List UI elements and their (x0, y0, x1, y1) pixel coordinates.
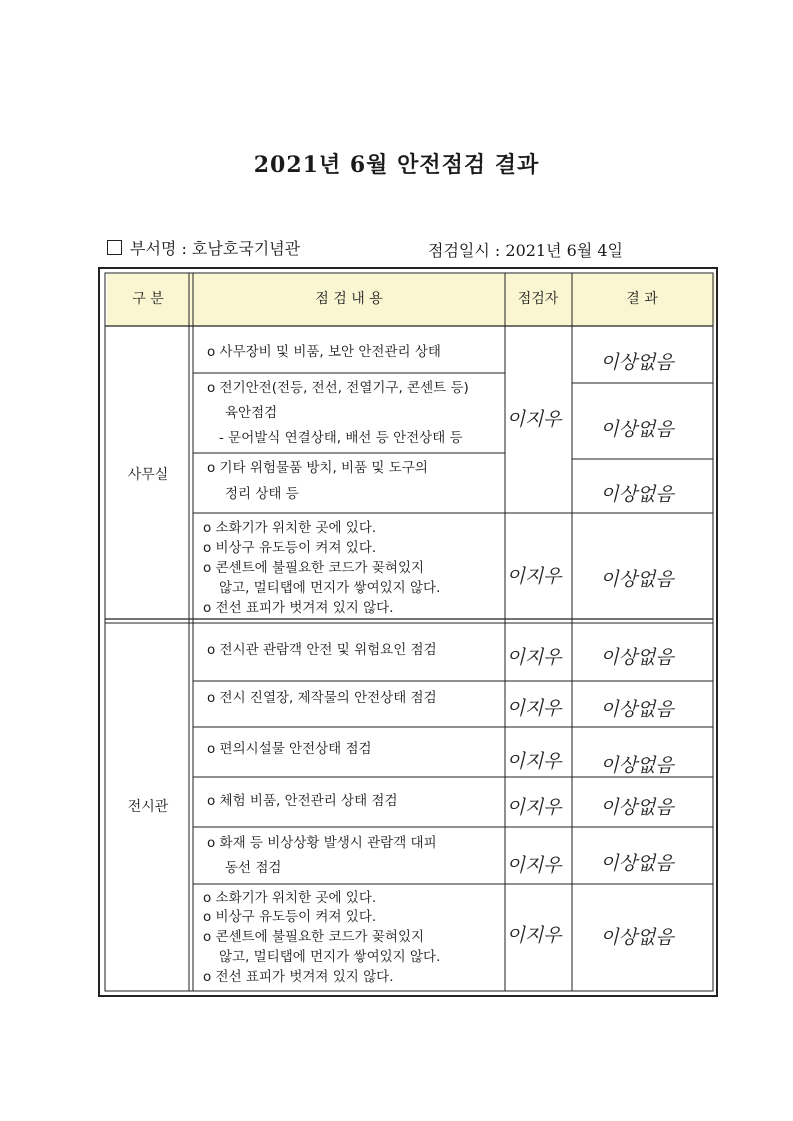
item-text: o 편의시설물 안전상태 점검 (207, 741, 372, 757)
item-text: o 전선 표피가 벗겨져 있지 않다. (203, 600, 394, 616)
item-text: o 소화기가 위치한 곳에 있다. (203, 890, 377, 906)
item-text: 동선 점검 (225, 860, 282, 876)
group-label-office: 사무실 (127, 467, 169, 483)
inspector-signature: 이지우 (506, 646, 562, 669)
inspector-signature: 이지우 (506, 796, 562, 819)
result-handwritten: 이상없음 (600, 852, 674, 875)
inspector-signature: 이지우 (506, 924, 562, 947)
result-handwritten: 이상없음 (600, 754, 674, 777)
item-text: o 비상구 유도등이 켜져 있다. (203, 540, 377, 556)
item-text: o 콘센트에 불필요한 코드가 꽂혀있지 (203, 929, 425, 945)
header-inspector: 점검자 (517, 291, 559, 307)
item-text: o 전시관 관람객 안전 및 위험요인 점검 (207, 642, 437, 658)
header-content: 점 검 내 용 (315, 291, 383, 307)
item-text: o 전선 표피가 벗겨져 있지 않다. (203, 969, 394, 985)
inspector-signature: 이지우 (506, 565, 562, 588)
header-row-bg (107, 274, 715, 326)
group-label-exhibition: 전시관 (127, 799, 169, 815)
inspector-signature: 이지우 (506, 408, 562, 431)
item-text: o 전시 진열장, 제작물의 안전상태 점검 (207, 690, 437, 706)
item-text: o 사무장비 및 비품, 보안 안전관리 상태 (207, 344, 441, 360)
result-handwritten: 이상없음 (600, 483, 674, 506)
inspector-signature: 이지우 (506, 854, 562, 877)
item-text: 육안점검 (225, 405, 278, 421)
result-handwritten: 이상없음 (600, 568, 674, 591)
item-text: 않고, 멀티탭에 먼지가 쌓여있지 않다. (219, 580, 441, 596)
result-handwritten: 이상없음 (600, 351, 674, 374)
header-category: 구 분 (132, 291, 164, 307)
inspector-signature: 이지우 (506, 697, 562, 720)
result-handwritten: 이상없음 (600, 418, 674, 441)
item-text: o 비상구 유도등이 켜져 있다. (203, 909, 377, 925)
result-handwritten: 이상없음 (600, 926, 674, 949)
inspector-signature: 이지우 (506, 750, 562, 773)
table-border (99, 268, 717, 996)
item-text: o 기타 위험물품 방치, 비품 및 도구의 (207, 460, 428, 476)
result-handwritten: 이상없음 (600, 698, 674, 721)
inspection-date: 점검일시 : 2021년 6월 4일 (428, 241, 624, 260)
item-text: 않고, 멀티탭에 먼지가 쌓여있지 않다. (219, 949, 441, 965)
item-text: o 소화기가 위치한 곳에 있다. (203, 520, 377, 536)
header-result: 결 과 (626, 291, 658, 307)
item-text: 정리 상태 등 (225, 486, 299, 502)
item-text: - 문어발식 연결상태, 배선 등 안전상태 등 (219, 430, 463, 446)
result-handwritten: 이상없음 (600, 796, 674, 819)
department-text: 부서명 : 호남호국기념관 (130, 239, 301, 258)
document-title: 2021년 6월 안전점검 결과 (253, 152, 540, 178)
item-text: o 콘센트에 불필요한 코드가 꽂혀있지 (203, 560, 425, 576)
item-text: o 전기안전(전등, 전선, 전열기구, 콘센트 등) (207, 380, 469, 396)
item-text: o 화재 등 비상상황 발생시 관람객 대피 (207, 835, 437, 851)
item-text: o 체험 비품, 안전관리 상태 점검 (207, 793, 398, 809)
result-handwritten: 이상없음 (600, 646, 674, 669)
